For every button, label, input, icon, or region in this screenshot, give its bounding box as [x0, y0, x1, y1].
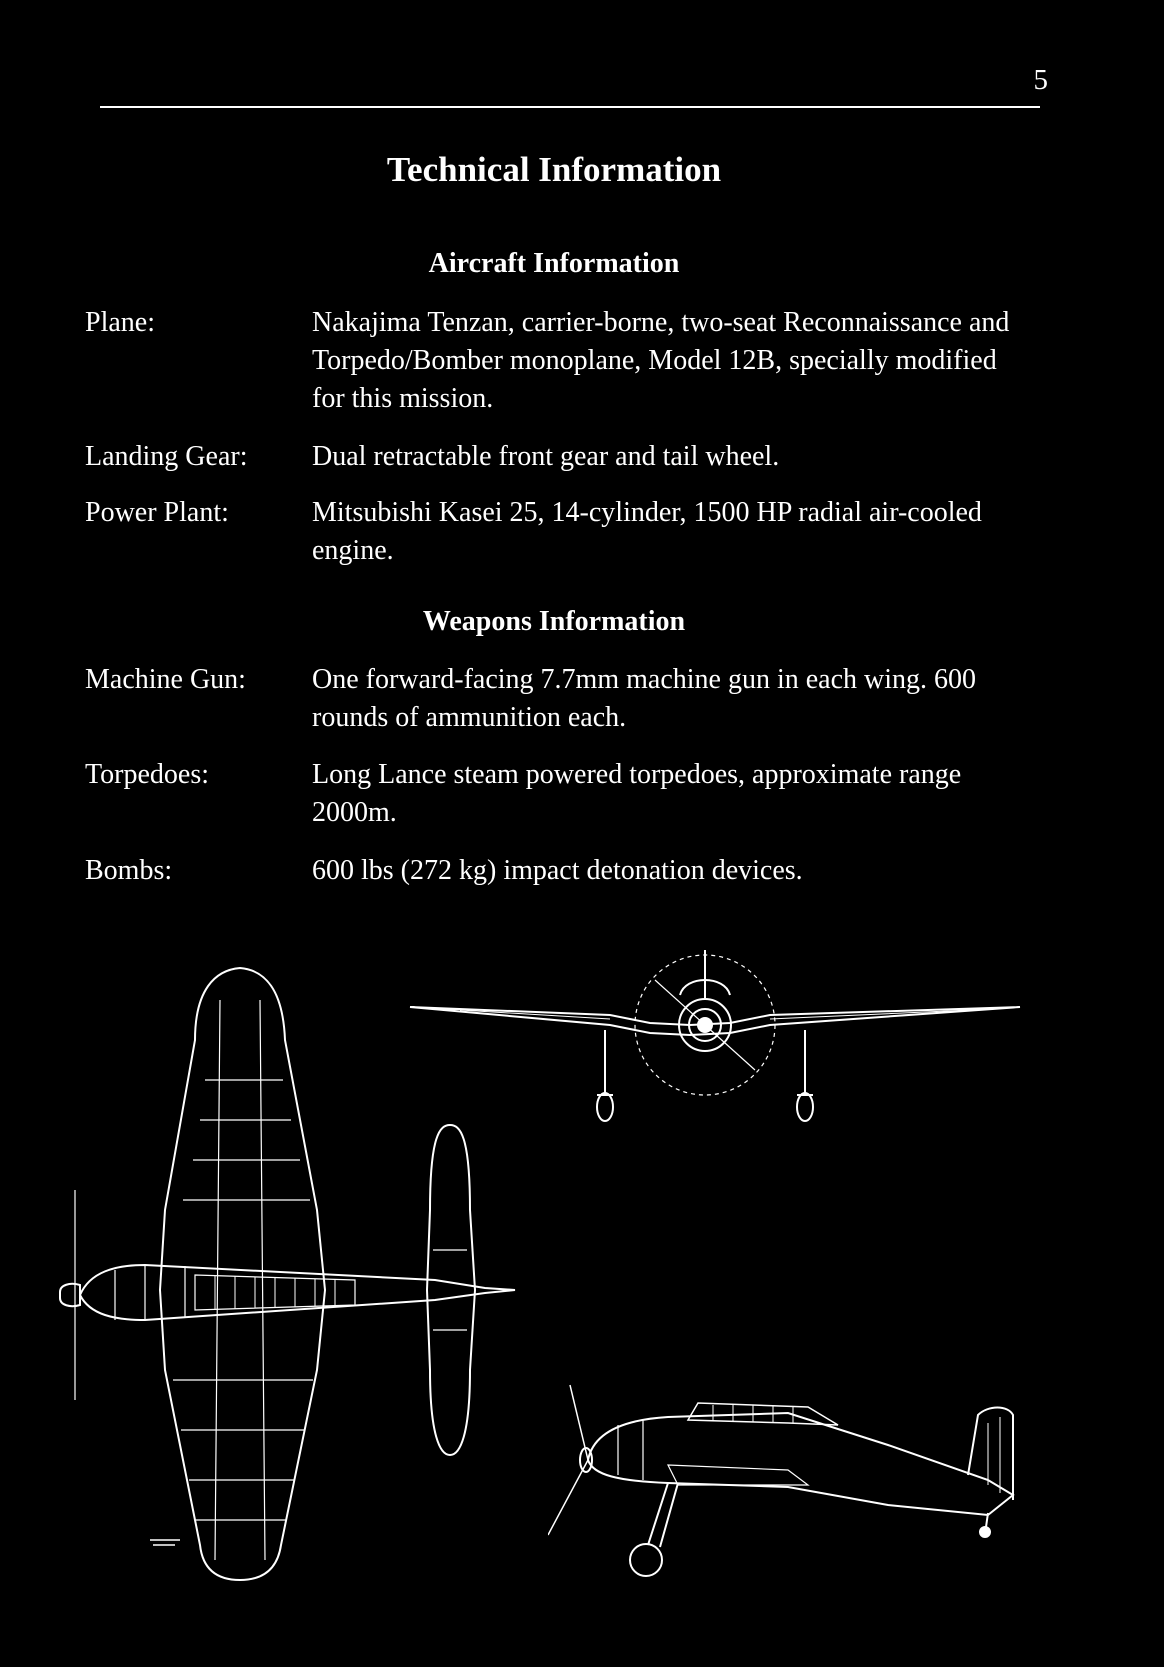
- plane-value: Nakajima Tenzan, carrier-borne, two-seat Reconnaissance and Torpedo/Bomber monoplane, Model 12B, specially modified for this mission.: [312, 307, 1010, 414]
- machine-gun-label: Machine Gun:: [85, 664, 246, 695]
- power-plant-value: Mitsubishi Kasei 25, 14-cylinder, 1500 HP radial air-cooled engine.: [312, 497, 982, 566]
- bombs-label: Bombs:: [85, 855, 173, 886]
- plane-label: Plane:: [85, 307, 155, 338]
- weapons-info-heading: Weapons Information: [422, 606, 686, 637]
- page-number: 5: [1033, 64, 1048, 96]
- landing-gear-value: Dual retractable front gear and tail wheel.: [312, 441, 780, 472]
- aircraft-info-heading: Aircraft Information: [428, 248, 680, 279]
- page-title: Technical Information: [386, 150, 722, 189]
- machine-gun-value: One forward-facing 7.7mm machine gun in each wing. 600 rounds of ammunition each.: [312, 664, 977, 733]
- aircraft-side-view-drawing: [548, 1375, 1028, 1585]
- aircraft-front-view-drawing: [400, 935, 1030, 1125]
- bombs-value: 600 lbs (272 kg) impact detonation devices.: [312, 855, 803, 886]
- torpedoes-label: Torpedoes:: [85, 759, 210, 790]
- power-plant-label: Power Plant:: [85, 497, 229, 528]
- landing-gear-label: Landing Gear:: [85, 441, 248, 472]
- torpedoes-value: Long Lance steam powered torpedoes, approximate range 2000m.: [312, 759, 962, 828]
- header-rule: [100, 106, 1040, 108]
